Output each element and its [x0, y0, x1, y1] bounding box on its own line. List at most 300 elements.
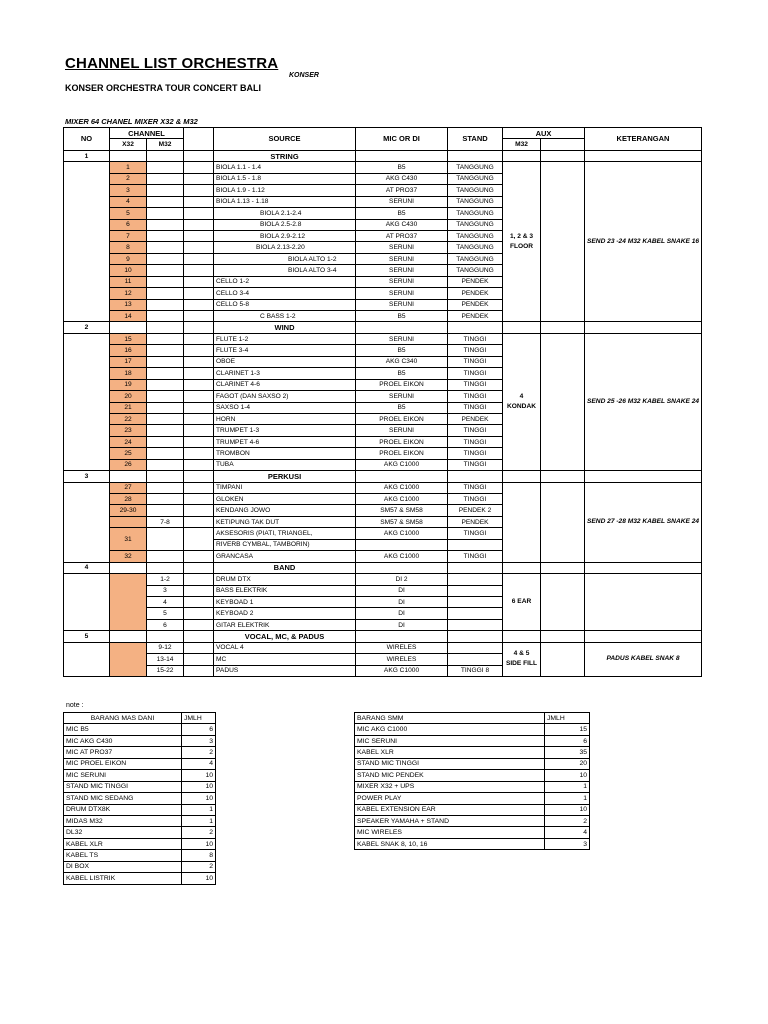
- stand-cell: TINGGI: [448, 459, 503, 470]
- inventory-item-name: DI BOX: [64, 861, 182, 872]
- channel-spacer: [184, 402, 214, 413]
- inventory-item-qty: 10: [182, 793, 216, 804]
- section-blank: [503, 150, 541, 161]
- channel-m32: [147, 219, 184, 230]
- inventory-item-name: MIC SERUNI: [64, 770, 182, 781]
- inventory-item-qty: 2: [545, 815, 590, 826]
- section-blank: [503, 631, 541, 642]
- inventory-row: [355, 770, 590, 781]
- channel-list-table: [63, 127, 702, 677]
- mic-cell: WIRELES: [356, 654, 448, 665]
- section-blank: [541, 322, 585, 333]
- inventory-item-name: KABEL XLR: [355, 747, 545, 758]
- section-blank: [147, 562, 184, 573]
- mic-cell: DI: [356, 619, 448, 630]
- keterangan-note: PADUS KABEL SNAK 8: [585, 642, 702, 676]
- stand-cell: TINGGI: [448, 356, 503, 367]
- stand-cell: TANGGUNG: [448, 162, 503, 173]
- source-cell: BIOLA 1.1 - 1.4: [214, 162, 356, 173]
- source-cell: C BASS 1-2: [214, 311, 356, 322]
- channel-m32: [147, 253, 184, 264]
- inventory-row: [64, 781, 216, 792]
- section-title: PERKUSI: [214, 471, 356, 482]
- section-blank: [184, 631, 214, 642]
- source-cell: TRUMPET 1-3: [214, 425, 356, 436]
- channel-spacer: [184, 162, 214, 173]
- channel-m32: [147, 448, 184, 459]
- channel-x32: 26: [110, 459, 147, 470]
- mic-cell: DI 2: [356, 574, 448, 585]
- inventory-item-qty: 4: [545, 827, 590, 838]
- section-blank: [448, 631, 503, 642]
- aux-blank: [541, 333, 585, 470]
- source-cell: TRUMPET 4-6: [214, 436, 356, 447]
- channel-x32: 6: [110, 219, 147, 230]
- channel-m32: 5: [147, 608, 184, 619]
- mic-cell: AKG C1000: [356, 494, 448, 505]
- inventory-item-name: KABEL XLR: [64, 838, 182, 849]
- inventory-table-smm: [354, 712, 590, 850]
- source-cell: BIOLA ALTO 3-4: [214, 265, 356, 276]
- keterangan-blank: [585, 574, 702, 631]
- stand-cell: [448, 539, 503, 550]
- inventory-row: [64, 724, 216, 735]
- channel-x32: 16: [110, 345, 147, 356]
- aux-word: SIDE FILL: [505, 660, 538, 668]
- keterangan-note: SEND 25 -26 M32 KABEL SNAKE 24: [585, 333, 702, 470]
- source-cell: BIOLA 2.1-2.4: [214, 208, 356, 219]
- section-row-string: [64, 150, 702, 161]
- channel-m32: [147, 288, 184, 299]
- inventory-item-qty: 10: [182, 770, 216, 781]
- header-aux-m32: M32: [503, 139, 541, 150]
- inventory-item-name: MIC PROEL EIKON: [64, 758, 182, 769]
- section-blank: [110, 471, 147, 482]
- section-number: 4: [64, 562, 110, 573]
- channel-spacer: [184, 311, 214, 322]
- channel-spacer: [184, 333, 214, 344]
- inventory-item-qty: 1: [545, 793, 590, 804]
- section-blank: [110, 150, 147, 161]
- note-label: note :: [66, 702, 84, 709]
- channel-x32: 31: [110, 528, 147, 551]
- inventory-item-qty: 35: [545, 747, 590, 758]
- channel-spacer: [184, 665, 214, 676]
- channel-spacer: [184, 265, 214, 276]
- source-cell: FLUTE 1-2: [214, 333, 356, 344]
- section-blank: [356, 562, 448, 573]
- source-cell: BIOLA 1.5 - 1.8: [214, 173, 356, 184]
- stand-cell: [448, 596, 503, 607]
- stand-cell: TINGGI: [448, 436, 503, 447]
- aux-assignment: [503, 574, 541, 631]
- section-blank: [448, 562, 503, 573]
- channel-x32: 5: [110, 208, 147, 219]
- source-cell: CLARINET 4-6: [214, 379, 356, 390]
- channel-spacer: [184, 596, 214, 607]
- aux-word: KONDAK: [507, 403, 536, 410]
- stand-cell: PENDEK: [448, 276, 503, 287]
- mic-cell: DI: [356, 608, 448, 619]
- source-cell: CLARINET 1-3: [214, 368, 356, 379]
- source-cell: BASS ELEKTRIK: [214, 585, 356, 596]
- stand-cell: PENDEK: [448, 288, 503, 299]
- source-cell: BIOLA 1.9 - 1.12: [214, 185, 356, 196]
- channel-spacer: [184, 379, 214, 390]
- source-cell: BIOLA 2.13-2.20: [214, 242, 356, 253]
- section-blank: [356, 471, 448, 482]
- stand-cell: TINGGI: [448, 494, 503, 505]
- section-blank: [184, 562, 214, 573]
- channel-x32: 14: [110, 311, 147, 322]
- source-cell: TUBA: [214, 459, 356, 470]
- channel-x32: 15: [110, 333, 147, 344]
- inventory-item-qty: 2: [182, 827, 216, 838]
- channel-spacer: [184, 299, 214, 310]
- source-cell: DRUM DTX: [214, 574, 356, 585]
- inventory-table-mas-dani: [63, 712, 216, 885]
- channel-spacer: [184, 516, 214, 527]
- mic-cell: PROEL EIKON: [356, 436, 448, 447]
- aux-label: 6 EAR: [511, 598, 532, 606]
- channel-m32: [147, 368, 184, 379]
- mic-cell: B5: [356, 368, 448, 379]
- aux-blank: [541, 574, 585, 631]
- mic-cell: WIRELES: [356, 642, 448, 653]
- inventory-item-qty: 1: [545, 781, 590, 792]
- channel-m32: [147, 299, 184, 310]
- aux-blank: [541, 482, 585, 562]
- header-spacer: [184, 128, 214, 151]
- inventory-item-name: DL32: [64, 827, 182, 838]
- channel-x32: 28: [110, 494, 147, 505]
- inventory-item-qty: 3: [545, 838, 590, 849]
- channel-spacer: [184, 219, 214, 230]
- inventory-row: [64, 770, 216, 781]
- inventory-item-qty: 6: [545, 735, 590, 746]
- inventory-right-header-qty: JMLH: [545, 713, 590, 724]
- channel-spacer: [184, 173, 214, 184]
- stand-cell: PENDEK: [448, 516, 503, 527]
- channel-x32: 22: [110, 413, 147, 424]
- channel-m32: [147, 162, 184, 173]
- channel-spacer: [184, 413, 214, 424]
- inventory-left-header-name: BARANG MAS DANI: [64, 713, 182, 724]
- inventory-item-name: MIC AKG C430: [64, 735, 182, 746]
- channel-m32: [147, 494, 184, 505]
- channel-x32: 32: [110, 551, 147, 562]
- inventory-item-qty: 10: [545, 804, 590, 815]
- section-blank: [147, 471, 184, 482]
- section-title: VOCAL, MC, & PADUS: [214, 631, 356, 642]
- mic-cell: SERUNI: [356, 299, 448, 310]
- inventory-item-name: KABEL TS: [64, 850, 182, 861]
- header-stand: STAND: [448, 128, 503, 151]
- section-blank: [541, 150, 585, 161]
- channel-x32: 23: [110, 425, 147, 436]
- source-cell: GRANCASA: [214, 551, 356, 562]
- mic-cell: SM57 & SM58: [356, 505, 448, 516]
- section-number: 1: [64, 150, 110, 161]
- inventory-item-name: MIDAS M32: [64, 815, 182, 826]
- inventory-row: [64, 804, 216, 815]
- channel-x32: 1: [110, 162, 147, 173]
- mic-cell: B5: [356, 311, 448, 322]
- no-blank: [64, 574, 110, 631]
- mic-cell: SERUNI: [356, 253, 448, 264]
- inventory-row: [355, 747, 590, 758]
- inventory-row: [64, 758, 216, 769]
- channel-m32: 15-22: [147, 665, 184, 676]
- stand-cell: TINGGI: [448, 379, 503, 390]
- stand-cell: [448, 608, 503, 619]
- mic-cell: SERUNI: [356, 242, 448, 253]
- inventory-row: [355, 781, 590, 792]
- channel-m32: [147, 345, 184, 356]
- channel-m32: [147, 551, 184, 562]
- inventory-item-name: POWER PLAY: [355, 793, 545, 804]
- channel-spacer: [184, 459, 214, 470]
- stand-cell: TANGGUNG: [448, 185, 503, 196]
- inventory-row: [64, 827, 216, 838]
- mic-cell: PROEL EIKON: [356, 448, 448, 459]
- no-blank: [64, 162, 110, 322]
- aux-assignment: [503, 162, 541, 322]
- channel-spacer: [184, 619, 214, 630]
- no-blank: [64, 482, 110, 562]
- mic-cell: B5: [356, 162, 448, 173]
- source-cell: TROMBON: [214, 448, 356, 459]
- header-no: NO: [64, 128, 110, 151]
- stand-cell: TANGGUNG: [448, 219, 503, 230]
- source-cell: RIVERB CYMBAL, TAMBORIN): [214, 539, 356, 550]
- channel-x32: 17: [110, 356, 147, 367]
- section-blank: [585, 471, 702, 482]
- section-blank: [585, 631, 702, 642]
- channel-spacer: [184, 642, 214, 653]
- source-cell: BIOLA 2.5-2.8: [214, 219, 356, 230]
- inventory-row: [64, 735, 216, 746]
- inventory-item-name: MIC SERUNI: [355, 735, 545, 746]
- inventory-row: [355, 815, 590, 826]
- section-title: WIND: [214, 322, 356, 333]
- aux-number: 4 & 5: [513, 650, 530, 658]
- konser-tag: KONSER: [289, 72, 319, 79]
- section-title: STRING: [214, 150, 356, 161]
- stand-cell: TINGGI: [448, 551, 503, 562]
- source-cell: AKSESORIS (PIATI, TRIANGEL,: [214, 528, 356, 539]
- mic-cell: PROEL EIKON: [356, 413, 448, 424]
- header-keterangan: KETERANGAN: [585, 128, 702, 151]
- keterangan-note: SEND 27 -28 M32 KABEL SNAKE 24: [585, 482, 702, 562]
- channel-m32: [147, 185, 184, 196]
- section-number: 5: [64, 631, 110, 642]
- channel-spacer: [184, 551, 214, 562]
- inventory-item-name: SPEAKER YAMAHA + STAND: [355, 815, 545, 826]
- section-number: 2: [64, 322, 110, 333]
- inventory-item-qty: 2: [182, 861, 216, 872]
- channel-m32: 7-8: [147, 516, 184, 527]
- channel-x32: 18: [110, 368, 147, 379]
- channel-m32: [147, 528, 184, 551]
- inventory-item-qty: 10: [182, 781, 216, 792]
- channel-spacer: [184, 482, 214, 493]
- source-cell: OBOE: [214, 356, 356, 367]
- stand-cell: TINGGI: [448, 448, 503, 459]
- inventory-item-qty: 15: [545, 724, 590, 735]
- source-cell: KENDANG JOWO: [214, 505, 356, 516]
- section-blank: [585, 322, 702, 333]
- source-cell: GITAR ELEKTRIK: [214, 619, 356, 630]
- inventory-item-qty: 2: [182, 747, 216, 758]
- source-cell: FLUTE 3-4: [214, 345, 356, 356]
- inventory-row: [64, 861, 216, 872]
- source-cell: BIOLA 1.13 - 1.18: [214, 196, 356, 207]
- inventory-item-name: KABEL SNAK 8, 10, 16: [355, 838, 545, 849]
- stand-cell: PENDEK 2: [448, 505, 503, 516]
- channel-x32: [110, 642, 147, 676]
- source-cell: PADUS: [214, 665, 356, 676]
- aux-label: 1, 2 & 3 FLOOR: [509, 232, 534, 250]
- channel-x32: 3: [110, 185, 147, 196]
- section-blank: [356, 631, 448, 642]
- aux-number: 4: [519, 393, 524, 400]
- mic-cell: SERUNI: [356, 288, 448, 299]
- channel-spacer: [184, 505, 214, 516]
- source-cell: KEYBOAD 2: [214, 608, 356, 619]
- section-blank: [147, 631, 184, 642]
- source-cell: BIOLA ALTO 1-2: [214, 253, 356, 264]
- source-cell: KETIPUNG TAK DUT: [214, 516, 356, 527]
- mic-cell: DI: [356, 596, 448, 607]
- inventory-item-qty: 8: [182, 850, 216, 861]
- channel-spacer: [184, 528, 214, 551]
- mic-cell: SERUNI: [356, 333, 448, 344]
- stand-cell: TANGGUNG: [448, 265, 503, 276]
- stand-cell: TINGGI: [448, 528, 503, 539]
- channel-x32: 24: [110, 436, 147, 447]
- inventory-item-qty: 1: [182, 815, 216, 826]
- mic-cell: SM57 & SM58: [356, 516, 448, 527]
- section-blank: [448, 471, 503, 482]
- inventory-item-name: MIC B5: [64, 724, 182, 735]
- channel-spacer: [184, 242, 214, 253]
- channel-spacer: [184, 368, 214, 379]
- channel-spacer: [184, 391, 214, 402]
- inventory-row: [355, 827, 590, 838]
- channel-spacer: [184, 425, 214, 436]
- table-row: [64, 333, 702, 344]
- inventory-row: [355, 793, 590, 804]
- inventory-item-qty: 10: [545, 770, 590, 781]
- header-aux: AUX: [503, 128, 585, 139]
- source-cell: VOCAL 4: [214, 642, 356, 653]
- channel-x32: 25: [110, 448, 147, 459]
- section-blank: [110, 631, 147, 642]
- mic-cell: B5: [356, 345, 448, 356]
- channel-m32: 4: [147, 596, 184, 607]
- mic-cell: SERUNI: [356, 391, 448, 402]
- mic-cell: AKG C430: [356, 173, 448, 184]
- inventory-item-name: STAND MIC PENDEK: [355, 770, 545, 781]
- channel-spacer: [184, 654, 214, 665]
- inventory-item-name: DRUM DTX8K: [64, 804, 182, 815]
- section-blank: [110, 322, 147, 333]
- section-blank: [356, 322, 448, 333]
- channel-m32: 13-14: [147, 654, 184, 665]
- stand-cell: TINGGI: [448, 391, 503, 402]
- section-row-wind: [64, 322, 702, 333]
- source-cell: TIMPANI: [214, 482, 356, 493]
- header-channel: CHANNEL: [110, 128, 184, 139]
- mic-cell: AKG C1000: [356, 528, 448, 539]
- aux-assignment: [503, 333, 541, 470]
- stand-cell: TINGGI 8: [448, 665, 503, 676]
- mic-cell: AKG C1000: [356, 665, 448, 676]
- stand-cell: PENDEK: [448, 311, 503, 322]
- inventory-item-name: STAND MIC SEDANG: [64, 793, 182, 804]
- stand-cell: [448, 574, 503, 585]
- inventory-item-name: MIC AT PRO37: [64, 747, 182, 758]
- mic-cell: AKG C1000: [356, 459, 448, 470]
- header-source: SOURCE: [214, 128, 356, 151]
- document-subtitle: KONSER ORCHESTRA TOUR CONCERT BALI: [65, 83, 262, 93]
- channel-spacer: [184, 585, 214, 596]
- channel-x32: 7: [110, 230, 147, 241]
- header-aux-blank: [541, 139, 585, 150]
- section-blank: [503, 562, 541, 573]
- source-cell: CELLO 3-4: [214, 288, 356, 299]
- channel-m32: 1-2: [147, 574, 184, 585]
- inventory-right-header-name: BARANG SMM: [355, 713, 545, 724]
- section-blank: [541, 562, 585, 573]
- mic-cell: AT PRO37: [356, 230, 448, 241]
- channel-x32: 2: [110, 173, 147, 184]
- channel-m32: [147, 482, 184, 493]
- channel-m32: [147, 505, 184, 516]
- mic-cell: AKG C340: [356, 356, 448, 367]
- section-blank: [503, 471, 541, 482]
- channel-spacer: [184, 208, 214, 219]
- channel-m32: [147, 413, 184, 424]
- inventory-row: [355, 758, 590, 769]
- aux-blank: [503, 482, 541, 562]
- stand-cell: TINGGI: [448, 482, 503, 493]
- channel-x32: [110, 516, 147, 527]
- channel-m32: [147, 242, 184, 253]
- header-mic: MIC OR DI: [356, 128, 448, 151]
- section-number: 3: [64, 471, 110, 482]
- source-cell: SAXSO 1-4: [214, 402, 356, 413]
- source-cell: FAGOT (DAN SAXSO 2): [214, 391, 356, 402]
- header-x32: X32: [110, 139, 147, 150]
- inventory-item-qty: 10: [182, 838, 216, 849]
- source-cell: CELLO 1-2: [214, 276, 356, 287]
- stand-cell: TINGGI: [448, 425, 503, 436]
- table-row: [64, 162, 702, 173]
- section-blank: [541, 471, 585, 482]
- channel-m32: [147, 391, 184, 402]
- inventory-row: [355, 724, 590, 735]
- inventory-row: [355, 838, 590, 849]
- channel-x32: 11: [110, 276, 147, 287]
- no-blank: [64, 642, 110, 676]
- inventory-row: [64, 873, 216, 884]
- stand-cell: TANGGUNG: [448, 196, 503, 207]
- channel-m32: [147, 436, 184, 447]
- no-blank: [64, 333, 110, 470]
- channel-m32: 3: [147, 585, 184, 596]
